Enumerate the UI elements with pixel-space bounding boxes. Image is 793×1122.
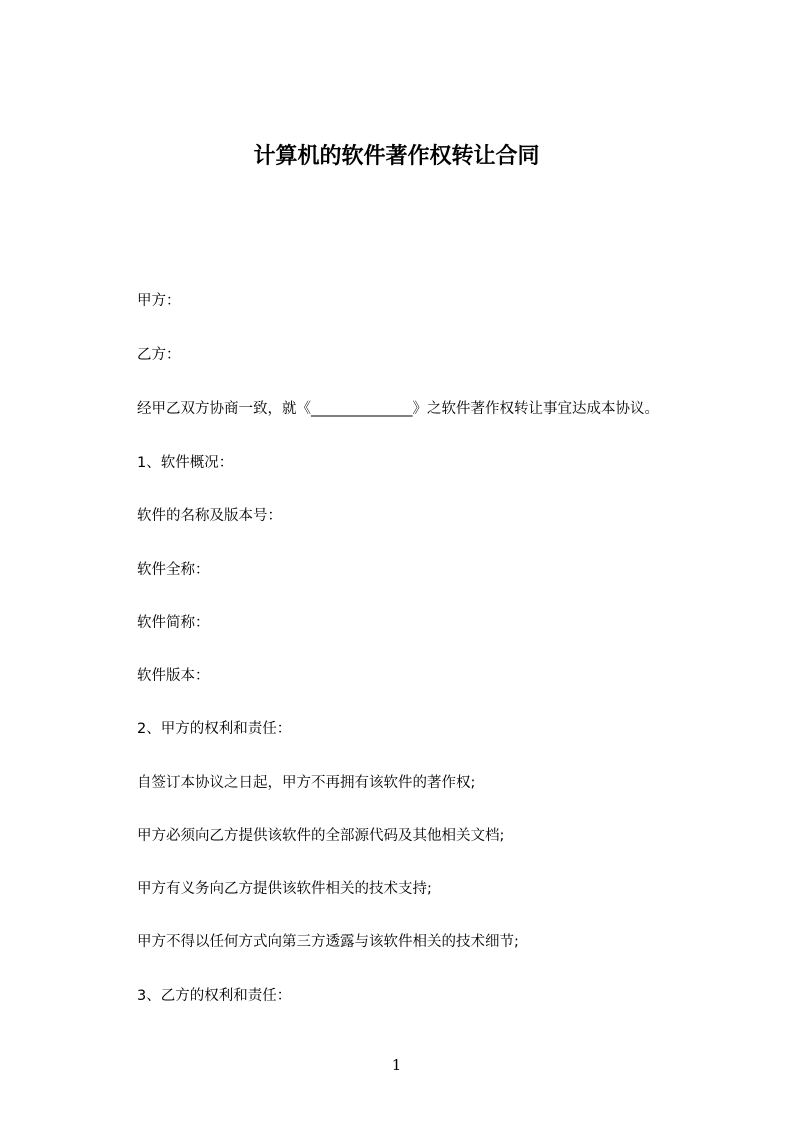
software-name-version-line: 软件的名称及版本号：	[137, 508, 282, 524]
party-a-line: 甲方：	[137, 293, 181, 309]
party-a-clause-2: 甲方必须向乙方提供该软件的全部源代码及其他相关文档;	[137, 828, 505, 844]
section-2-heading: 2、甲方的权利和责任：	[137, 721, 292, 737]
software-short-name-line: 软件简称：	[137, 615, 210, 631]
page-number: 1	[391, 1056, 402, 1074]
party-a-clause-1: 自签订本协议之日起，甲方不再拥有该软件的著作权;	[137, 775, 476, 791]
party-a-clause-4: 甲方不得以任何方式向第三方透露与该软件相关的技术细节;	[137, 934, 519, 950]
party-b-line: 乙方：	[137, 347, 181, 363]
document-title: 计算机的软件著作权转让合同	[253, 144, 540, 169]
section-1-heading: 1、软件概况：	[137, 455, 234, 471]
section-3-heading: 3、乙方的权利和责任：	[137, 988, 292, 1004]
party-a-clause-3: 甲方有义务向乙方提供该软件相关的技术支持;	[137, 881, 432, 897]
agreement-intro: 经甲乙双方协商一致，就《______________》之软件著作权转让事宜达成本协议。	[137, 401, 659, 417]
software-full-name-line: 软件全称：	[137, 562, 210, 578]
software-version-line: 软件版本：	[137, 668, 210, 684]
